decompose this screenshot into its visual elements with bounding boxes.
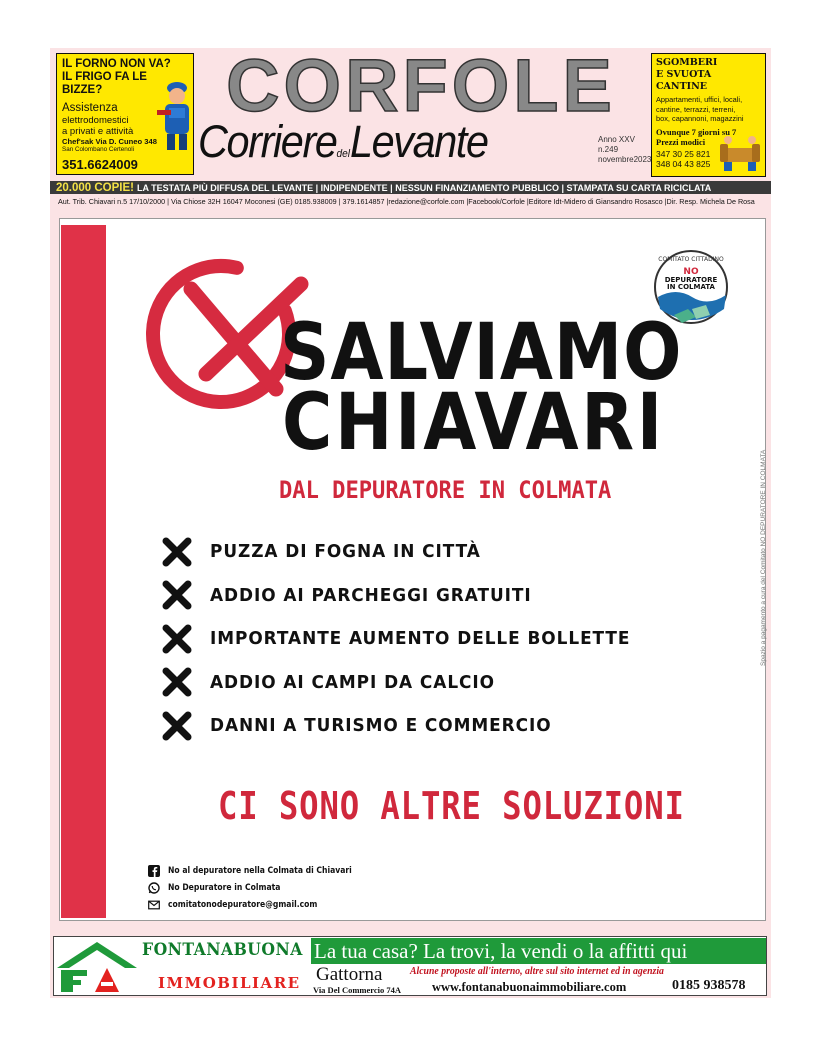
ad-place: San Colombano Certenoli [62, 146, 135, 153]
agency-phone: 0185 938578 [672, 978, 746, 993]
list-item-text: ADDIO AI PARCHEGGI GRATUITI [210, 584, 532, 606]
badge-line-1: DEPURATORE [664, 276, 718, 284]
cross-mark-icon [162, 624, 192, 654]
masthead-corriere: Corriere [198, 116, 337, 167]
whatsapp-text: No Depuratore in Colmata [168, 882, 281, 893]
ad-business: Chef'sak Via D. Cuneo 348 [62, 137, 157, 146]
facebook-icon [148, 865, 160, 877]
subheadline: DAL DEPURATORE IN COLMATA [279, 476, 612, 504]
publication-info: Aut. Trib. Chiavari n.5 17/10/2000 | Via Chiose 32H 16047 Moconesi (GE) 0185.938009 | 379.1614857 |redazione@corfole.com |Facebook/Corfole |Editore Idt-Midero di Giansandro Rosasco |Dir. Resp. Michela De Rosa [58, 197, 755, 206]
facebook-contact [148, 862, 384, 879]
badge-line-2: IN COLMATA [667, 283, 715, 291]
clearance-phone-2: 348 04 43 825 [656, 158, 711, 169]
list-item [162, 574, 657, 618]
ad-phone: 351.6624009 [62, 157, 138, 172]
agency-town: Gattorna [316, 964, 383, 985]
clearance-avail-2: Prezzi modici [656, 136, 706, 147]
ad-assist-2: elettrodomestici [62, 115, 129, 126]
agency-tagline: La tua casa? La trovi, la vendi o la affitti qui [314, 939, 688, 963]
ad-assist-3: a privati e attività [62, 126, 134, 137]
paid-space-note: Spazio a pagamento a cura del Comitato NO DEPURATORE IN COLMATA [760, 449, 767, 666]
whatsapp-contact [148, 879, 384, 896]
masthead-corfole: CORFOLE [226, 44, 616, 127]
tagline-stripe [50, 181, 771, 194]
list-item-text: PUZZA DI FOGNA IN CITTÀ [210, 541, 481, 563]
agency-name-1: FONTANABUONA [142, 940, 303, 960]
clearance-ad [651, 53, 766, 177]
email-contact [148, 896, 384, 913]
agency-name-2: IMMOBILIARE [158, 974, 301, 992]
email-icon [148, 899, 160, 911]
issue-number: n.249 [598, 145, 619, 154]
appliance-repair-ad [56, 53, 194, 175]
agency-address: Via Del Commercio 74A [313, 985, 402, 995]
list-item [162, 661, 657, 705]
tagline-text: LA TESTATA PIÙ DIFFUSA DEL LEVANTE | INDIPENDENTE | NESSUN FINANZIAMENTO PUBBLICO | STAMPATA SU CARTA RICICLATA [136, 182, 712, 193]
movers-sofa-icon [718, 132, 762, 172]
list-item-text: IMPORTANTE AUMENTO DELLE BOLLETTE [210, 628, 631, 650]
list-item-text: ADDIO AI CAMPI DA CALCIO [210, 671, 495, 693]
masthead-corriere-del-levante [198, 112, 488, 184]
clearance-desc-2: cantine, terrazzi, terreni, [656, 104, 736, 114]
issue-info [598, 135, 651, 165]
problems-list [162, 530, 657, 748]
clearance-avail-1: Ovunque 7 giorni su 7 [656, 126, 737, 137]
agency-website: www.fontanabuonaimmobiliare.com [432, 980, 627, 994]
cross-mark-icon [162, 667, 192, 697]
technician-icon [155, 74, 195, 154]
cross-mark-icon [162, 537, 192, 567]
clearance-desc-3: box, capannoni, magazzini [656, 114, 744, 123]
red-side-bar [61, 225, 106, 918]
list-item [162, 617, 657, 661]
issue-date: novembre2023 [598, 155, 652, 164]
ad-question-2: IL FRIGO FA LE BIZZE? [62, 71, 147, 96]
badge-committee: COMITATO CITTADINO [658, 256, 724, 263]
call-to-action: CI SONO ALTRE SOLUZIONI [218, 784, 685, 828]
issue-year: Anno XXV [598, 135, 635, 144]
email-text: comitatonodepuratore@gmail.com [168, 899, 318, 910]
masthead-del: del [336, 148, 351, 160]
whatsapp-icon [148, 882, 160, 894]
list-item-text: DANNI A TURISMO E COMMERCIO [210, 715, 552, 737]
cross-mark-icon [162, 580, 192, 610]
ad-question-1: IL FORNO NON VA? [62, 58, 171, 70]
ad-assist-1: Assistenza [62, 102, 118, 114]
contacts-list [148, 862, 384, 913]
badge-no: NO [683, 267, 699, 277]
clearance-title-1: SGOMBERI [656, 57, 718, 68]
masthead-levante: Levante [350, 116, 488, 167]
headline-salviamo: SALVIAMO [280, 308, 683, 398]
agency-proposals: Alcune proposte all'interno, altre sul sito internet ed in agenzia [410, 966, 664, 977]
cross-mark-icon [162, 711, 192, 741]
list-item [162, 530, 657, 574]
clearance-desc [656, 95, 761, 124]
facebook-text: No al depuratore nella Colmata di Chiavari [168, 865, 352, 876]
copies-count: 20.000 COPIE! [56, 181, 134, 194]
headline-chiavari: CHIAVARI [282, 378, 665, 468]
clearance-desc-1: Appartamenti, uffici, locali, [656, 95, 743, 104]
clearance-title-2: E SVUOTA CANTINE [656, 69, 712, 92]
list-item [162, 704, 657, 748]
clearance-phone-1: 347 30 25 821 [656, 148, 711, 159]
